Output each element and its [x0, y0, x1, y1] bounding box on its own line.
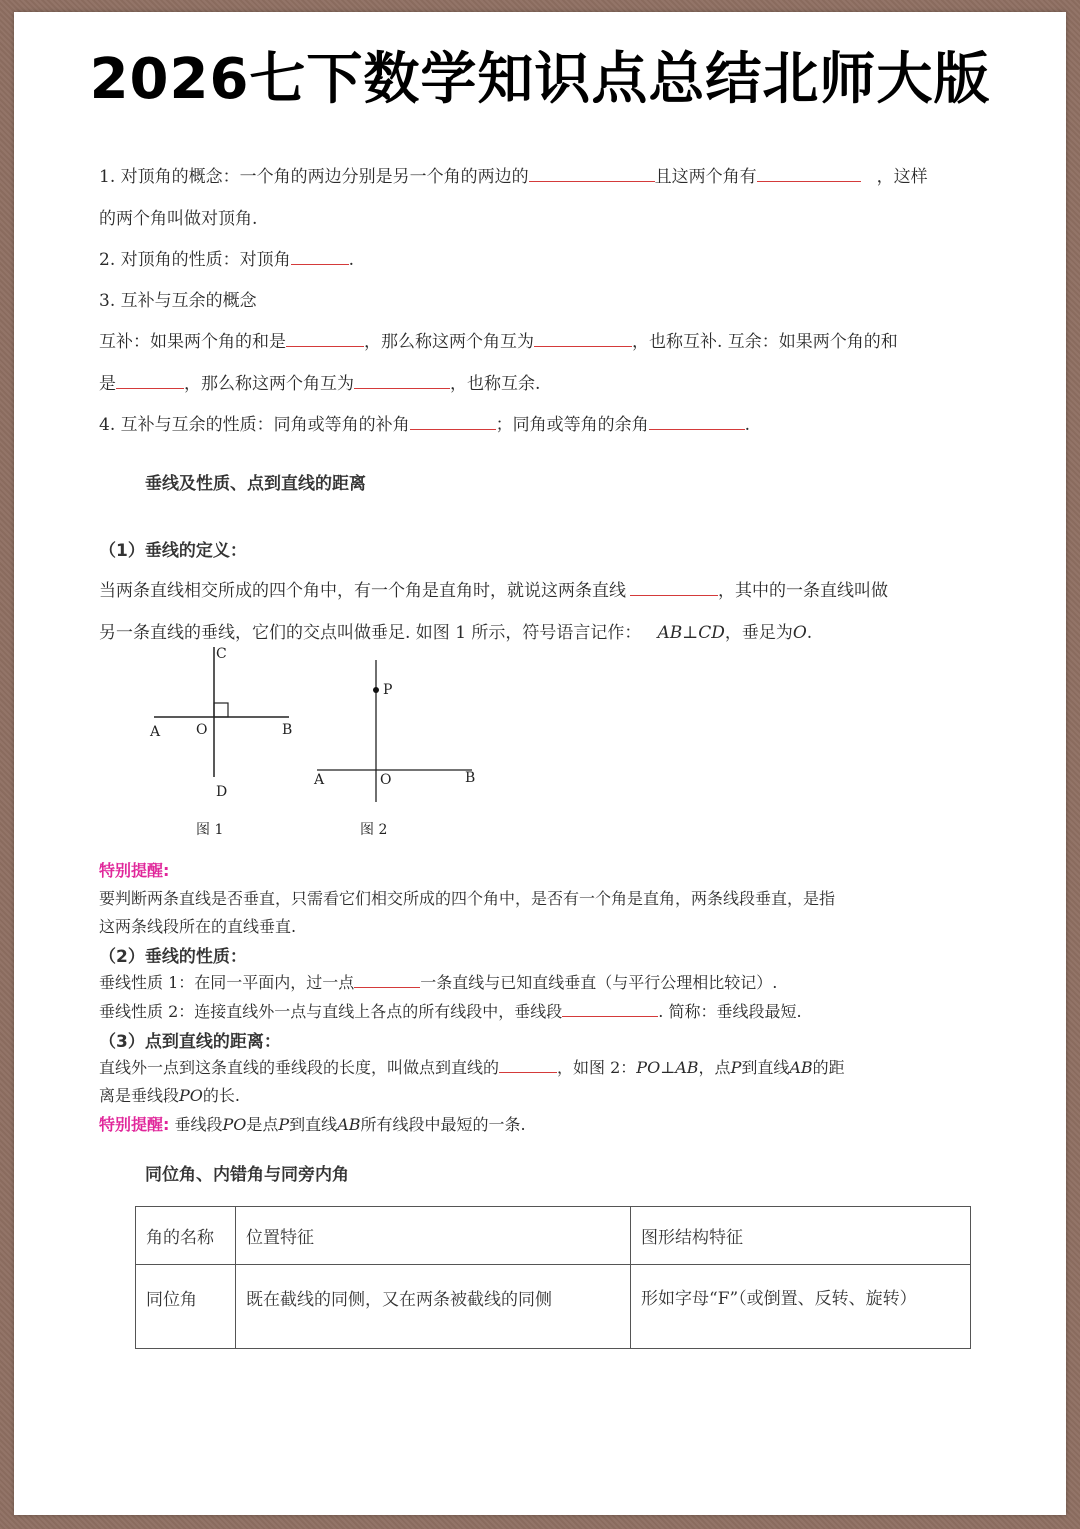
- item4-text-b: ；同角或等角的余角: [495, 415, 649, 435]
- right-angle-mark: [214, 703, 228, 717]
- complement-text-b: ，那么称这两个角互为: [364, 332, 534, 352]
- note2-text-e: 到直线: [289, 1115, 338, 1134]
- blank-field: [291, 248, 349, 265]
- special-note-label-2: 特别提醒:: [99, 1115, 170, 1134]
- label-a: A: [150, 724, 161, 740]
- table-header-cell: 角的名称: [136, 1207, 236, 1265]
- point-p: [373, 687, 379, 693]
- angles-table: [135, 1206, 971, 1349]
- blank-field: [116, 372, 184, 389]
- note2-text-a: 垂线段: [169, 1115, 223, 1134]
- definition-text-c: 另一条直线的垂线，它们的交点叫做垂足. 如图 1 所示，符号语言记作：: [99, 623, 642, 643]
- note2-text-c: 是点: [246, 1115, 279, 1134]
- figures-area: [134, 642, 514, 842]
- table-row: [136, 1265, 971, 1349]
- section-heading-perpendicular: 垂线及性质、点到直线的距离: [145, 474, 366, 494]
- distance-text-f: 到直线: [741, 1058, 790, 1077]
- distance-line1: [99, 1055, 999, 1078]
- definition-text-b: ，其中的一条直线叫做: [718, 581, 888, 601]
- note1-line1: 要判断两条直线是否垂直，只需看它们相交所成的四个角中，是否有一个角是直角，两条线段垂直，是指: [99, 889, 836, 908]
- property2-text-b: . 简称：垂线段最短.: [658, 1002, 802, 1021]
- label-b: B: [282, 722, 293, 738]
- blank-field: [630, 579, 718, 596]
- complement-line2: [99, 369, 999, 394]
- definition-line1: [99, 576, 999, 601]
- definition-text-g: .: [806, 623, 813, 643]
- property1-text-a: 垂线性质 1：在同一平面内，过一点: [99, 973, 355, 992]
- distance-text-d: ，点: [698, 1058, 731, 1077]
- figure-1-caption: 图 1: [196, 822, 224, 838]
- complementary-text-b: ，那么称这两个角互为: [184, 374, 354, 394]
- figure-1: [149, 646, 292, 838]
- label-b-fig2: B: [465, 770, 476, 786]
- complementary-text-a: 是: [99, 374, 116, 394]
- label-d: D: [216, 784, 228, 800]
- label-a-fig2: A: [314, 772, 325, 788]
- notation-po-perp-ab: PO⊥AB: [636, 1058, 699, 1077]
- blank-field: [286, 330, 364, 347]
- subheading-property: （2）垂线的性质：: [99, 947, 247, 967]
- subheading-distance: （3）点到直线的距离：: [99, 1032, 281, 1052]
- blank-field: [354, 971, 420, 988]
- figure-2: [313, 660, 475, 838]
- item4-text-a: 4. 互补与互余的性质：同角或等角的补角: [99, 415, 410, 435]
- distance-text-k: 的长.: [202, 1086, 240, 1105]
- distance-line2: [99, 1083, 999, 1106]
- blank-field: [757, 165, 861, 182]
- item2-line: [99, 245, 999, 270]
- blank-field: [529, 165, 655, 182]
- blank-field: [649, 413, 745, 430]
- property2-text-a: 垂线性质 2：连接直线外一点与直线上各点的所有线段中，垂线段: [99, 1002, 563, 1021]
- distance-text-h: 的距: [812, 1058, 845, 1077]
- definition-text-a: 当两条直线相交所成的四个角中，有一个角是直角时，就说这两条直线: [99, 581, 626, 601]
- label-c: C: [216, 646, 227, 662]
- notation-ab-perp-cd: AB⊥CD: [657, 623, 725, 643]
- complementary-text-c: ，也称互余.: [450, 374, 541, 394]
- section-heading-angles: 同位角、内错角与同旁内角: [145, 1165, 349, 1185]
- page-title: 2026七下数学知识点总结北师大版: [89, 47, 991, 112]
- note1-line2: 这两条线段所在的直线垂直.: [99, 917, 297, 936]
- line-ab-ref: AB: [789, 1058, 813, 1077]
- point-p-ref-2: P: [278, 1115, 290, 1134]
- table-cell: 形如字母“F”（或倒置、反转、旋转）: [631, 1265, 971, 1349]
- item1-line1: [99, 162, 999, 187]
- label-p: P: [383, 682, 393, 698]
- complement-line1: [99, 327, 999, 352]
- segment-po-ref: PO: [179, 1086, 203, 1105]
- foot-point-o: O: [792, 623, 807, 643]
- note2-text-g: 所有线段中最短的一条.: [360, 1115, 526, 1134]
- definition-line2: [99, 618, 999, 643]
- document-page: [14, 12, 1066, 1515]
- distance-text-i: 离是垂线段: [99, 1086, 180, 1105]
- blank-field: [499, 1056, 557, 1073]
- item2-text-a: 2. 对顶角的性质：对顶角: [99, 250, 291, 270]
- item4-text-c: .: [744, 415, 751, 435]
- table-cell: 既在截线的同侧，又在两条被截线的同侧: [236, 1265, 631, 1349]
- table-cell: 同位角: [136, 1265, 236, 1349]
- blank-field: [534, 330, 632, 347]
- complement-text-a: 互补：如果两个角的和是: [99, 332, 286, 352]
- table-header-cell: 图形结构特征: [631, 1207, 971, 1265]
- subheading-definition: （1）垂线的定义：: [99, 541, 247, 561]
- note-label-1: [99, 858, 999, 881]
- item1-text-a: 1. 对顶角的概念：一个角的两边分别是另一个角的两边的: [99, 167, 529, 187]
- item3-line: 3. 互补与互余的概念: [99, 291, 257, 311]
- distance-text-b: ，如图 2：: [557, 1058, 637, 1077]
- item1-line2: 的两个角叫做对顶角.: [99, 209, 258, 229]
- blank-field: [410, 413, 496, 430]
- item1-text-b: 且这两个角有: [654, 167, 757, 187]
- figure-2-caption: 图 2: [360, 822, 388, 838]
- item1-text-c: ，这样: [876, 167, 928, 187]
- segment-po-ref-2: PO: [222, 1115, 247, 1134]
- property2-line: [99, 999, 999, 1022]
- blank-field: [354, 372, 450, 389]
- item4-line: [99, 410, 999, 435]
- item2-text-b: .: [348, 250, 355, 270]
- label-o-fig2: O: [380, 772, 392, 788]
- table-header-row: [136, 1207, 971, 1265]
- note2-line: [99, 1112, 999, 1135]
- property1-line: [99, 970, 999, 993]
- special-note-label: 特别提醒:: [99, 861, 170, 880]
- label-o: O: [196, 722, 208, 738]
- blank-field: [562, 1000, 658, 1017]
- line-ab-ref-2: AB: [337, 1115, 361, 1134]
- definition-text-e: ，垂足为: [724, 623, 793, 643]
- distance-text-a: 直线外一点到这条直线的垂线段的长度，叫做点到直线的: [99, 1058, 500, 1077]
- point-p-ref: P: [730, 1058, 742, 1077]
- complement-text-c: ，也称互补. 互余：如果两个角的和: [632, 332, 898, 352]
- table-header-cell: 位置特征: [236, 1207, 631, 1265]
- property1-text-b: 一条直线与已知直线垂直（与平行公理相比较记）.: [420, 973, 778, 992]
